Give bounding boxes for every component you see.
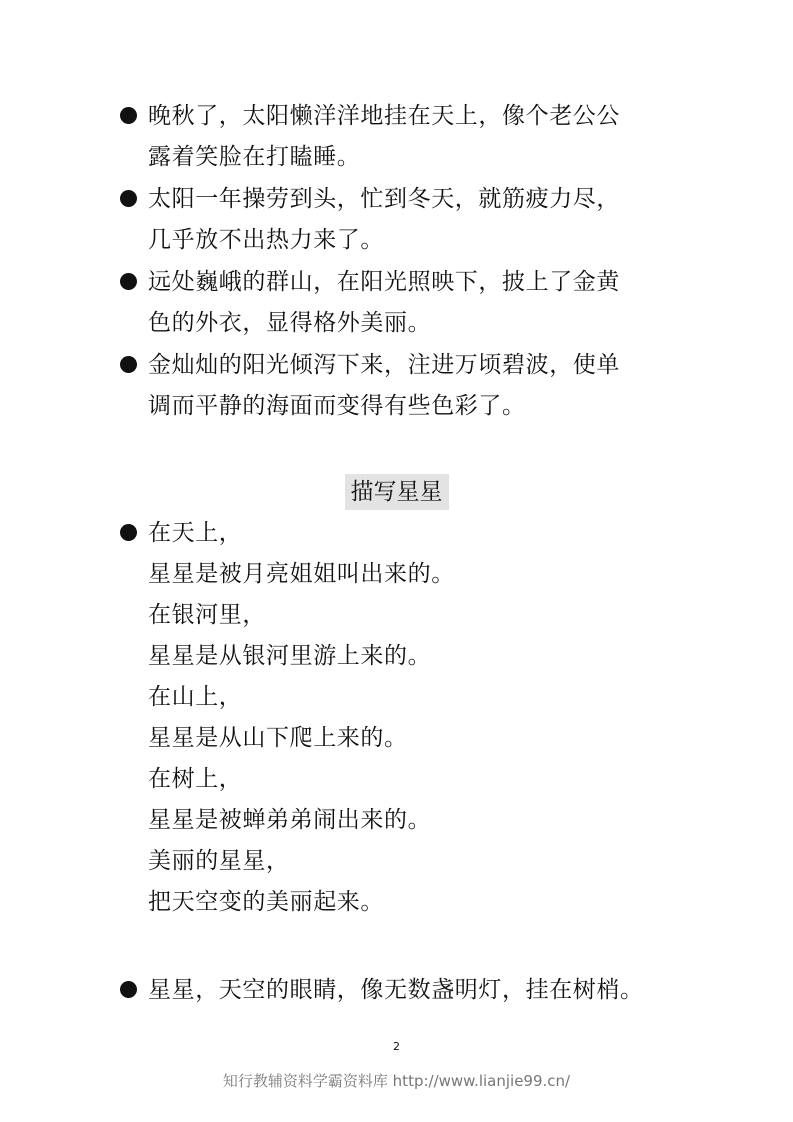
poem-line xyxy=(120,759,455,800)
bullet-dot xyxy=(120,273,137,290)
bullet-item xyxy=(120,262,680,344)
poem-line-text: 星星是从银河里游上来的。 xyxy=(148,643,432,669)
poem-line xyxy=(120,800,455,841)
bullet-dot xyxy=(120,107,137,124)
poem-line-text: 在山上， xyxy=(148,684,243,710)
poem-line-text: 星星是被蝉弟弟闹出来的。 xyxy=(148,807,432,833)
bullet-dot xyxy=(120,524,137,541)
poem-line-text: 美丽的星星， xyxy=(148,848,290,874)
bullet-text xyxy=(148,262,680,344)
bullet-item xyxy=(120,96,680,178)
text-line: 星星，天空的眼睛，像无数盏明灯，挂在树梢。 xyxy=(148,977,644,1003)
poem-line xyxy=(120,677,455,718)
poem-line-text: 在天上， xyxy=(148,520,243,546)
bullet-text xyxy=(148,179,680,261)
bullet-text xyxy=(148,96,680,178)
section-heading-text: 描写星星 xyxy=(345,474,449,510)
section-heading xyxy=(0,474,793,510)
poem-line xyxy=(120,841,455,882)
poem-line xyxy=(120,636,455,677)
text-line: 金灿灿的阳光倾泻下来，注进万顷碧波，使单 xyxy=(148,352,620,378)
poem-line-text: 在树上， xyxy=(148,766,243,792)
bullet-dot xyxy=(120,356,137,373)
bullet-text xyxy=(148,970,680,1011)
poem-line-text: 把天空变的美丽起来。 xyxy=(148,889,384,915)
footer-watermark: 知行教辅资料学霸资料库 http://www.lianjie99.cn/ xyxy=(222,1072,571,1090)
poem-line-text: 星星是从山下爬上来的。 xyxy=(148,725,408,751)
bullet-item xyxy=(120,179,680,261)
poem-line-text: 星星是被月亮姐姐叫出来的。 xyxy=(148,561,455,587)
poem-line-text: 在银河里， xyxy=(148,602,266,628)
text-line: 几乎放不出热力来了。 xyxy=(148,227,384,253)
text-line: 调而平静的海面而变得有些色彩了。 xyxy=(148,393,526,419)
poem-line xyxy=(120,554,455,595)
text-line: 远处巍峨的群山，在阳光照映下，披上了金黄 xyxy=(148,269,620,295)
text-line: 露着笑脸在打瞌睡。 xyxy=(148,144,361,170)
bullet-text xyxy=(148,345,680,427)
bullet-item xyxy=(120,970,680,1011)
poem-line xyxy=(120,718,455,759)
poem-line xyxy=(120,595,455,636)
bullet-dot xyxy=(120,190,137,207)
poem-line xyxy=(120,513,455,554)
text-line: 色的外衣，显得格外美丽。 xyxy=(148,310,432,336)
page-number: 2 xyxy=(393,1040,400,1053)
text-line: 晚秋了，太阳懒洋洋地挂在天上，像个老公公 xyxy=(148,103,620,129)
poem xyxy=(120,513,455,923)
bullet-item xyxy=(120,345,680,427)
bullet-dot xyxy=(120,981,137,998)
text-line: 太阳一年操劳到头，忙到冬天，就筋疲力尽， xyxy=(148,186,620,212)
poem-line xyxy=(120,882,455,923)
